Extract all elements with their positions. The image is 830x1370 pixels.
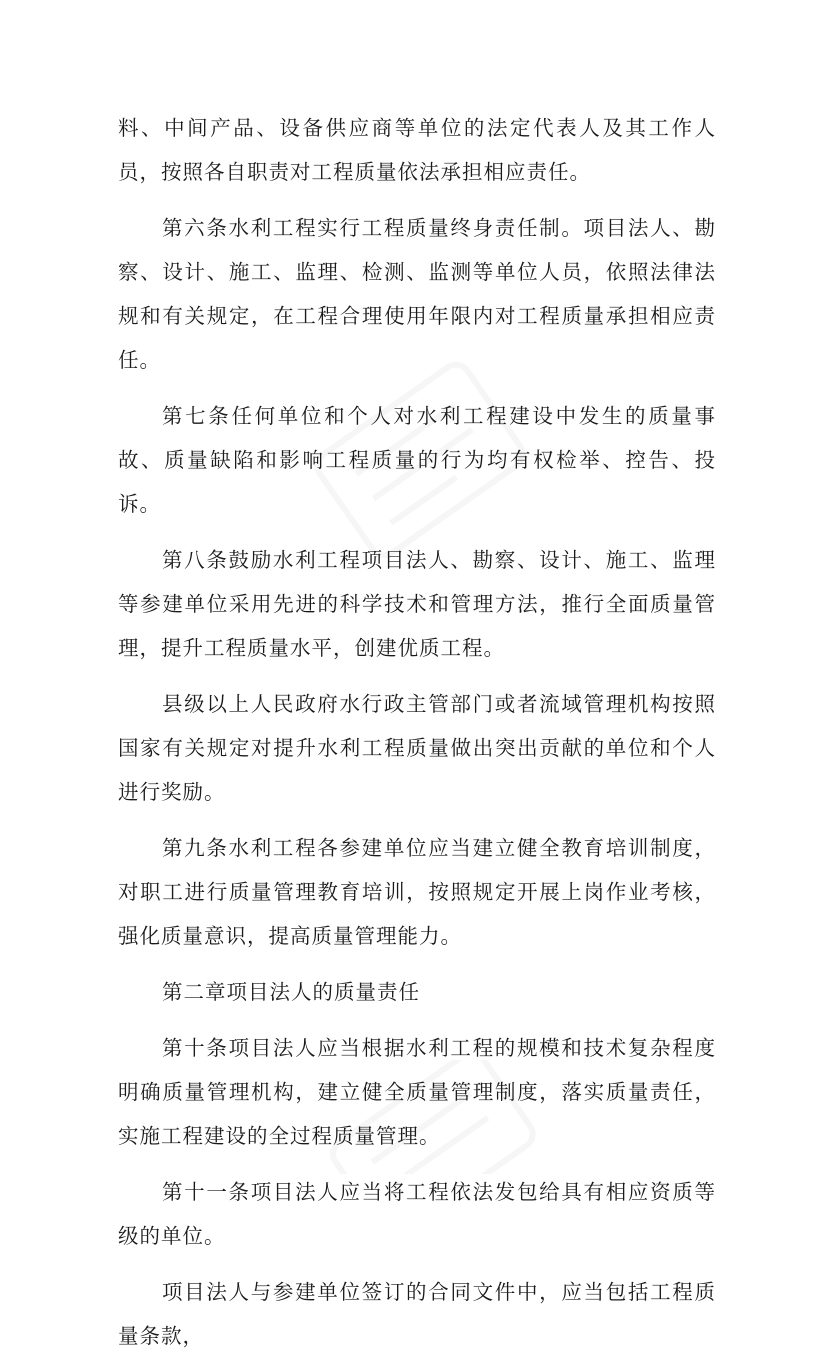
paragraph-article-10: 第十条项目法人应当根据水利工程的规模和技术复杂程度明确质量管理机构，建立健全质量管理制度，落实质量责任，实施工程建设的全过程质量管理。: [118, 1036, 716, 1148]
paragraph-article-6: 第六条水利工程实行工程质量终身责任制。项目法人、勘察、设计、施工、监理、检测、监测等单位人员，依照法律法规和有关规定，在工程合理使用年限内对工程质量承担相应责任。: [118, 216, 716, 372]
chapter-heading: 第二章项目法人的质量责任: [162, 980, 420, 1004]
paragraph-article-9: 第九条水利工程各参建单位应当建立健全教育培训制度，对职工进行质量管理教育培训，按照规定开展上岗作业考核，强化质量意识，提高质量管理能力。: [118, 836, 716, 948]
body-text: [118, 106, 716, 1370]
paragraph-article-11: 第十一条项目法人应当将工程依法发包给具有相应资质等级的单位。: [118, 1180, 716, 1248]
paragraph-article-7: 第七条任何单位和个人对水利工程建设中发生的质量事故、质量缺陷和影响工程质量的行为均有权检举、控告、投诉。: [118, 404, 716, 516]
paragraph-contract: 项目法人与参建单位签订的合同文件中，应当包括工程质量条款，: [118, 1280, 716, 1348]
paragraph-article-8: 第八条鼓励水利工程项目法人、勘察、设计、施工、监理等参建单位采用先进的科学技术和管理方法，推行全面质量管理，提升工程质量水平，创建优质工程。: [118, 548, 716, 660]
paragraph-county-reward: 县级以上人民政府水行政主管部门或者流域管理机构按照国家有关规定对提升水利工程质量做出突出贡献的单位和个人进行奖励。: [118, 692, 716, 804]
paragraph-continued: 料、中间产品、设备供应商等单位的法定代表人及其工作人员，按照各自职责对工程质量依法承担相应责任。: [118, 116, 716, 184]
